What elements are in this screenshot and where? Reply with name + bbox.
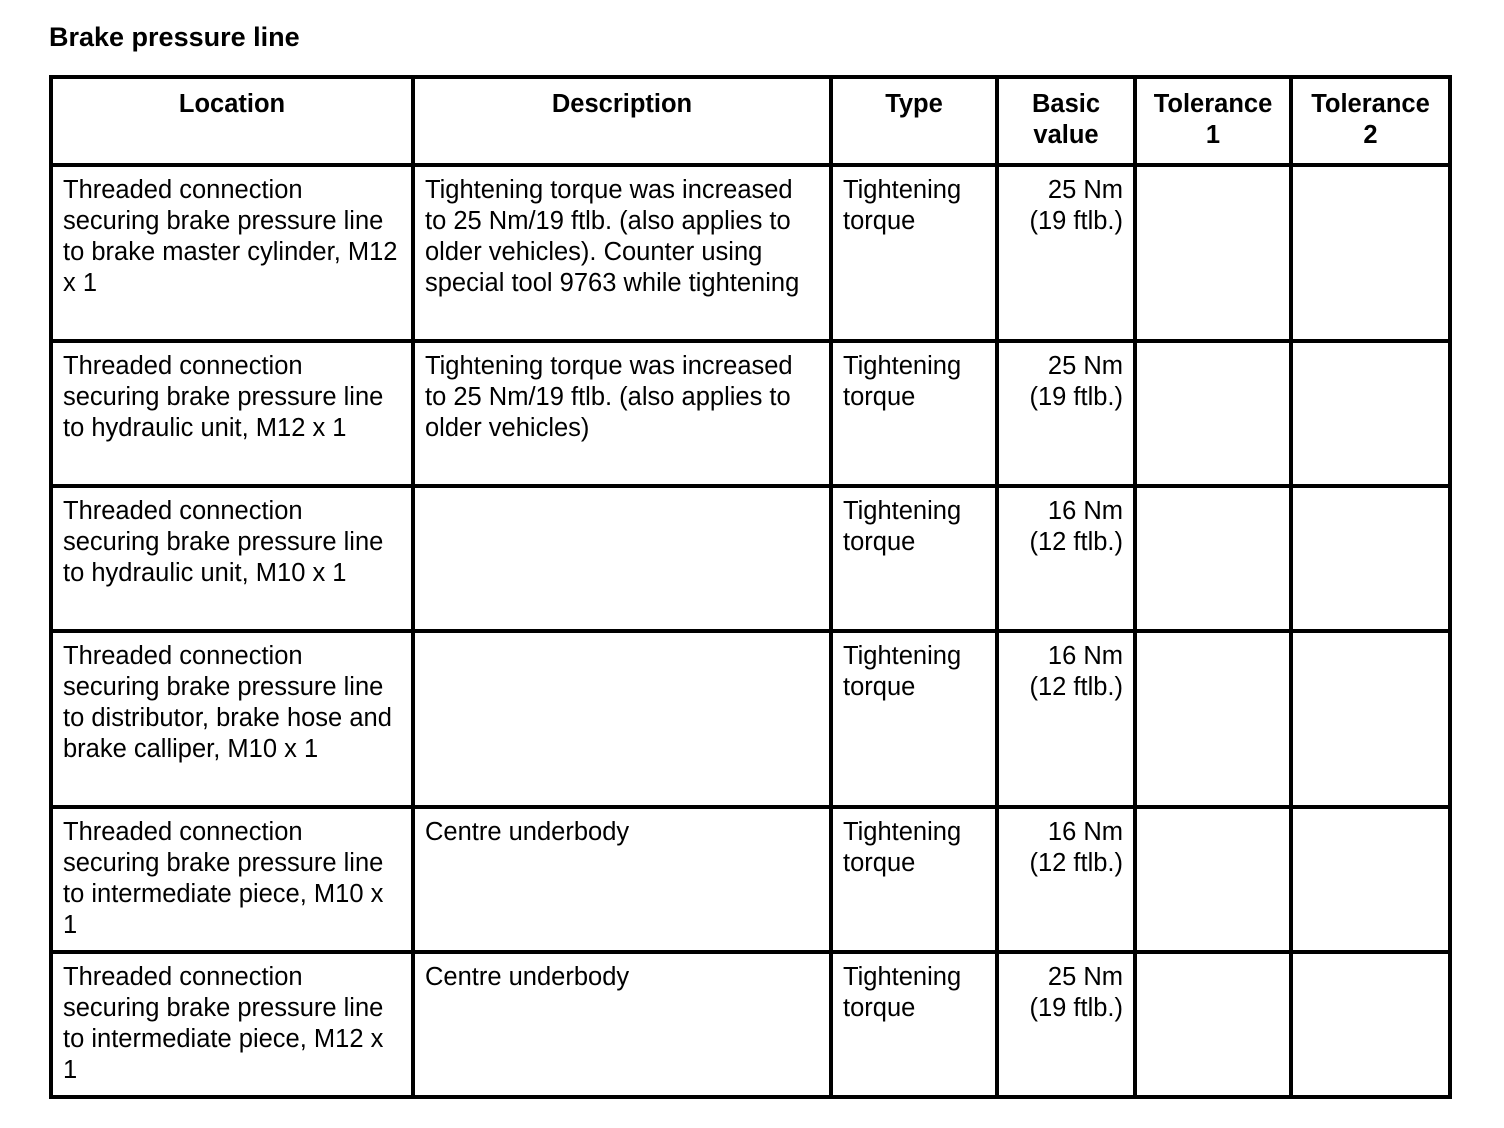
table-row (51, 341, 1450, 486)
basic-value-metric: 16 Nm (1047, 497, 1123, 525)
cell-tolerance-1 (1135, 341, 1291, 486)
header-location: Location (51, 77, 413, 165)
table-row (51, 807, 1450, 952)
basic-value-imperial: (12 ftlb.) (1029, 673, 1123, 701)
basic-value-metric: 25 Nm (1047, 176, 1123, 204)
cell-basic-value (997, 631, 1135, 807)
cell-type: Tightening torque (831, 952, 997, 1097)
cell-description: Centre underbody (413, 807, 831, 952)
header-tol2-line2: 2 (1363, 121, 1378, 149)
cell-tolerance-2 (1291, 486, 1450, 631)
cell-tolerance-1 (1135, 952, 1291, 1097)
cell-tolerance-2 (1291, 807, 1450, 952)
basic-value-imperial: (12 ftlb.) (1029, 849, 1123, 877)
header-tolerance-1 (1135, 77, 1291, 165)
table-header-row (51, 77, 1450, 165)
table-row (51, 486, 1450, 631)
cell-location: Threaded connection securing brake pressure line to intermediate piece, M10 x 1 (51, 807, 413, 952)
cell-location: Threaded connection securing brake pressure line to hydraulic unit, M12 x 1 (51, 341, 413, 486)
cell-type: Tightening torque (831, 486, 997, 631)
torque-spec-table (49, 75, 1452, 1099)
table-row (51, 952, 1450, 1097)
header-tolerance-2 (1291, 77, 1450, 165)
cell-tolerance-1 (1135, 486, 1291, 631)
cell-location: Threaded connection securing brake pressure line to intermediate piece, M12 x 1 (51, 952, 413, 1097)
cell-tolerance-1 (1135, 807, 1291, 952)
cell-description (413, 486, 831, 631)
table-row (51, 631, 1450, 807)
header-description: Description (413, 77, 831, 165)
cell-tolerance-2 (1291, 341, 1450, 486)
cell-basic-value (997, 952, 1135, 1097)
header-tol1-line1: Tolerance (1153, 90, 1273, 118)
cell-description: Tightening torque was increased to 25 Nm/19 ftlb. (also applies to older vehicles). Counter using special tool 9763 while tightening (413, 165, 831, 341)
basic-value-metric: 25 Nm (1047, 963, 1123, 991)
cell-description: Tightening torque was increased to 25 Nm/19 ftlb. (also applies to older vehicles) (413, 341, 831, 486)
basic-value-metric: 25 Nm (1047, 352, 1123, 380)
table-row (51, 165, 1450, 341)
cell-type: Tightening torque (831, 807, 997, 952)
cell-location: Threaded connection securing brake pressure line to brake master cylinder, M12 x 1 (51, 165, 413, 341)
header-basic-line1: Basic (1031, 90, 1101, 118)
basic-value-metric: 16 Nm (1047, 642, 1123, 670)
cell-basic-value (997, 341, 1135, 486)
cell-tolerance-1 (1135, 631, 1291, 807)
header-tol2-line1: Tolerance (1311, 90, 1430, 118)
header-type: Type (831, 77, 997, 165)
cell-type: Tightening torque (831, 165, 997, 341)
cell-description: Centre underbody (413, 952, 831, 1097)
basic-value-imperial: (19 ftlb.) (1029, 383, 1123, 411)
cell-tolerance-2 (1291, 952, 1450, 1097)
header-basic-line2: value (1033, 121, 1099, 149)
cell-basic-value (997, 807, 1135, 952)
cell-location: Threaded connection securing brake pressure line to hydraulic unit, M10 x 1 (51, 486, 413, 631)
cell-basic-value (997, 165, 1135, 341)
cell-type: Tightening torque (831, 631, 997, 807)
cell-tolerance-2 (1291, 165, 1450, 341)
basic-value-imperial: (19 ftlb.) (1029, 207, 1123, 235)
cell-tolerance-2 (1291, 631, 1450, 807)
cell-location: Threaded connection securing brake pressure line to distributor, brake hose and brake calliper, M10 x 1 (51, 631, 413, 807)
cell-basic-value (997, 486, 1135, 631)
basic-value-imperial: (12 ftlb.) (1029, 528, 1123, 556)
header-basic-value (997, 77, 1135, 165)
cell-type: Tightening torque (831, 341, 997, 486)
cell-tolerance-1 (1135, 165, 1291, 341)
cell-description (413, 631, 831, 807)
header-tol1-line2: 1 (1205, 121, 1221, 149)
basic-value-metric: 16 Nm (1047, 818, 1123, 846)
basic-value-imperial: (19 ftlb.) (1029, 994, 1123, 1022)
page-title: Brake pressure line (49, 22, 300, 52)
